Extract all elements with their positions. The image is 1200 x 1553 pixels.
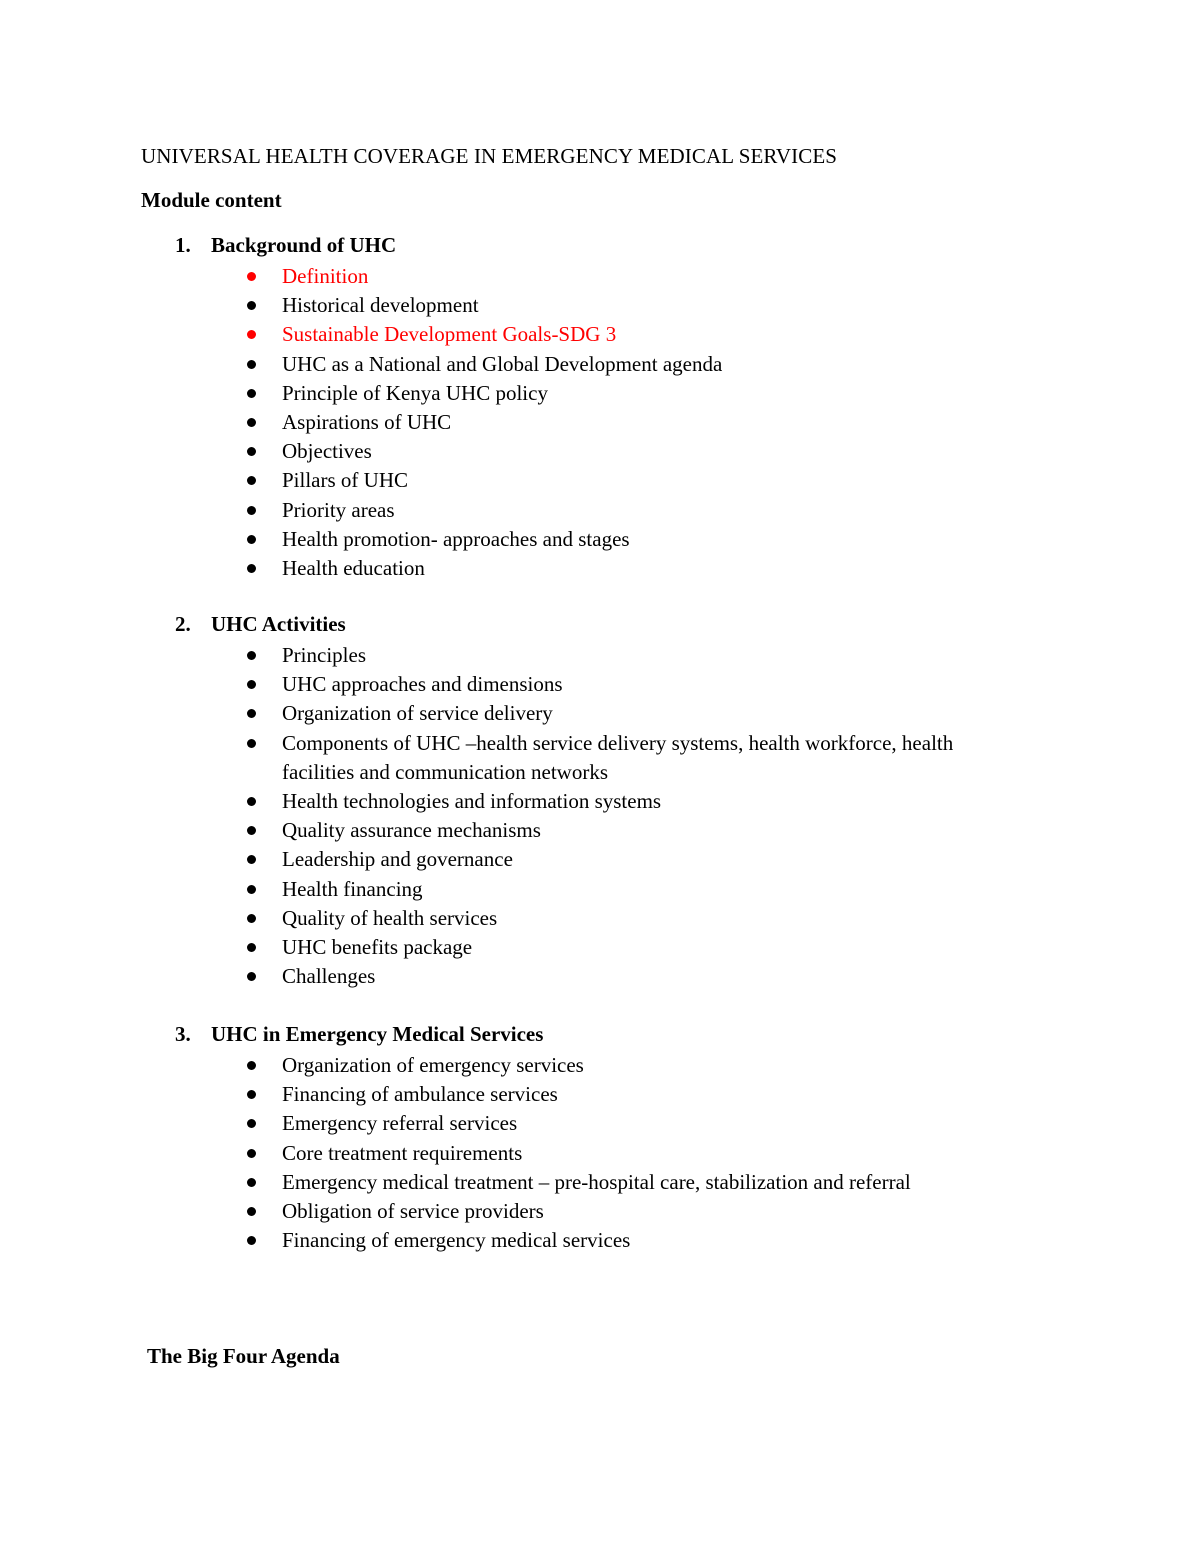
bullet-icon [247,1149,256,1158]
list-item-label: Sustainable Development Goals-SDG 3 [282,322,617,347]
bullet-icon [247,389,256,398]
list-item-label: Financing of ambulance services [282,1082,558,1107]
bullet-icon [247,418,256,427]
list-item-label: Quality of health services [282,905,498,930]
list-item-label: Principle of Kenya UHC policy [282,380,548,405]
list-item-label: Components of UHC –health service delivery systems, health workforce, health [282,730,954,755]
bullet-icon [247,1061,256,1070]
document-title: UNIVERSAL HEALTH COVERAGE IN EMERGENCY MEDICAL SERVICES [141,144,838,168]
list-item-label: Health education [282,556,425,580]
bullet-icon [247,855,256,864]
section-title: UHC in Emergency Medical Services [211,1022,544,1046]
bullet-icon [247,506,256,515]
bullet-icon [247,797,256,806]
bullet-icon [247,739,256,748]
module-content-heading: Module content [141,188,282,212]
section-title: Background of UHC [211,233,397,257]
bullet-icon [247,476,256,485]
bullet-icon [247,447,256,456]
bullet-icon [247,1090,256,1099]
list-item-label: Core treatment requirements [282,1140,523,1165]
section-number: 3. [175,1022,191,1046]
bullet-icon [247,914,256,923]
bullet-icon [247,709,256,718]
bullet-icon [247,943,256,952]
list-item-label: Objectives [282,439,372,464]
list-item-label: UHC approaches and dimensions [282,672,563,697]
list-item-label: Obligation of service providers [282,1199,544,1223]
list-item-label: facilities and communication networks [282,759,608,784]
bullet-icon [247,972,256,981]
bullet-icon [247,1236,256,1245]
bullet-icon [247,301,256,310]
bullet-icon [247,535,256,544]
list-item-label: Priority areas [282,497,395,522]
section-number: 1. [175,233,191,257]
bullet-icon [247,1207,256,1216]
list-item-label: Emergency referral services [282,1111,518,1136]
bullet-icon [247,330,256,339]
list-item-label: UHC as a National and Global Development agenda [282,351,723,376]
list-item-label: Health promotion- approaches and stages [282,526,630,551]
bullet-icon [247,885,256,894]
bullet-icon [247,272,256,281]
list-item-label: Aspirations of UHC [282,410,452,434]
section-title: UHC Activities [211,612,346,636]
list-item-label: Health financing [282,876,423,901]
list-item-label: Historical development [282,293,479,318]
big-four-heading: The Big Four Agenda [147,1344,340,1368]
list-item-label: Leadership and governance [282,847,513,872]
list-item-label: UHC benefits package [282,935,473,959]
list-item-label: Pillars of UHC [282,468,408,493]
list-item-label: Health technologies and information systems [282,789,662,813]
bullet-icon [247,1119,256,1128]
bullet-icon [247,826,256,835]
list-item-label: Principles [282,643,366,667]
list-item-label: Challenges [282,964,376,989]
list-item-label: Organization of service delivery [282,701,553,726]
list-item-label: Definition [282,264,369,288]
bullet-icon [247,360,256,369]
bullet-icon [247,1178,256,1187]
section-number: 2. [175,612,191,636]
list-item-label: Quality assurance mechanisms [282,818,541,843]
bullet-icon [247,564,256,573]
bullet-icon [247,680,256,689]
list-item-label: Financing of emergency medical services [282,1228,631,1253]
bullet-icon [247,651,256,660]
list-item-label: Organization of emergency services [282,1053,584,1077]
list-item-label: Emergency medical treatment – pre-hospital care, stabilization and referral [282,1169,911,1194]
